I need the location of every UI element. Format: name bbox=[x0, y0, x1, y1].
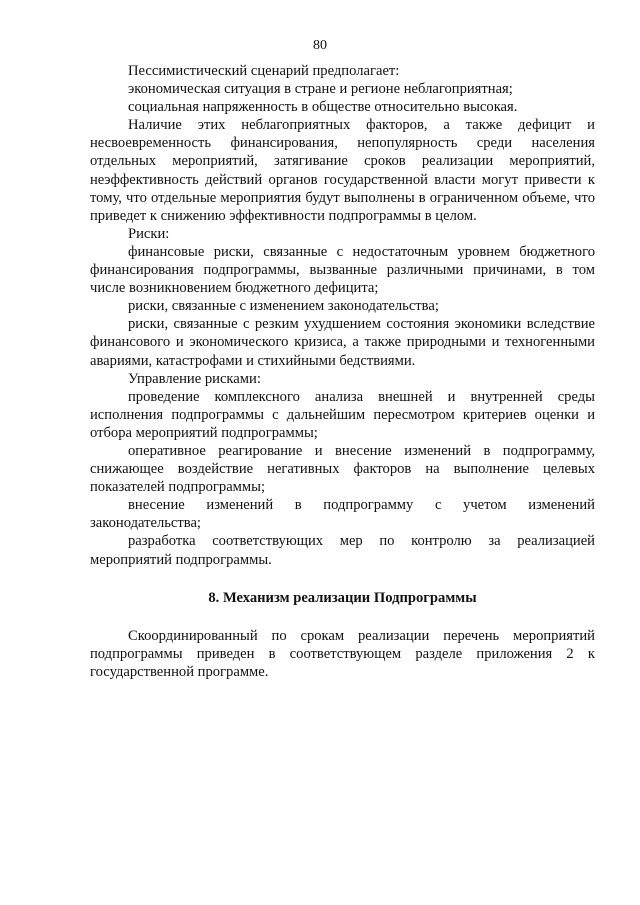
paragraph-economic-risks: риски, связанные с резким ухудшением состояния экономики вследствие финансового и экономического кризиса, а также природными и техногенными авариями, катастрофами и стихийными бедствиями. bbox=[90, 316, 595, 369]
paragraph-risks-heading: Риски: bbox=[128, 225, 170, 242]
paragraph-amendments: внесение изменений в подпрограмму с учетом изменений законодательства; bbox=[90, 497, 595, 532]
paragraph-unfavorable-factors: Наличие этих неблагоприятных факторов, а также дефицит и несвоевременность финансирования, непопулярность среди населения отдельных мероприятий, затягивание сроков реализации мероприятий, неэффективность действий органов государственной власти могут привести к тому, что отдельные мероприятия будут выполнены в ограниченном объеме, что приведет к снижению эффективности подпрограммы в целом. bbox=[90, 117, 595, 224]
paragraph-coordinated-list: Скоординированный по срокам реализации перечень мероприятий подпрограммы приведен в соответствующем разделе приложения 2 к государственной программе. bbox=[90, 627, 595, 680]
paragraph-pessimistic-scenario: Пессимистический сценарий предполагает: bbox=[128, 63, 400, 79]
paragraph-legislation-risks: риски, связанные с изменением законодательства; bbox=[128, 298, 439, 315]
paragraph-operational-response: оперативное реагирование и внесение изменений в подпрограмму, снижающее воздействие негативных факторов на выполнение целевых показателей подпрограммы; bbox=[90, 442, 595, 496]
paragraph-economic-situation: экономическая ситуация в стране и регионе неблагоприятная; bbox=[128, 81, 513, 98]
paragraph-financial-risks: финансовые риски, связанные с недостаточным уровнем бюджетного финансирования подпрограммы, вызванные различными причинами, в том числе возникновением бюджетного дефицита; bbox=[90, 243, 595, 297]
page-content bbox=[90, 62, 595, 681]
paragraph-comprehensive-analysis: проведение комплексного анализа внешней и внутренней среды исполнения подпрограммы с дальнейшим пересмотром критериев оценки и отбора мероприятий подпрограммы; bbox=[90, 388, 595, 441]
paragraph-control-measures: разработка соответствующих мер по контролю за реализацией мероприятий подпрограммы. bbox=[90, 533, 595, 568]
paragraph-social-tension: социальная напряженность в обществе относительно высокая. bbox=[128, 99, 518, 116]
page-number: 80 bbox=[313, 38, 327, 53]
paragraph-risk-management-heading: Управление рисками: bbox=[128, 370, 261, 387]
section-title: 8. Механизм реализации Подпрограммы bbox=[208, 589, 477, 606]
